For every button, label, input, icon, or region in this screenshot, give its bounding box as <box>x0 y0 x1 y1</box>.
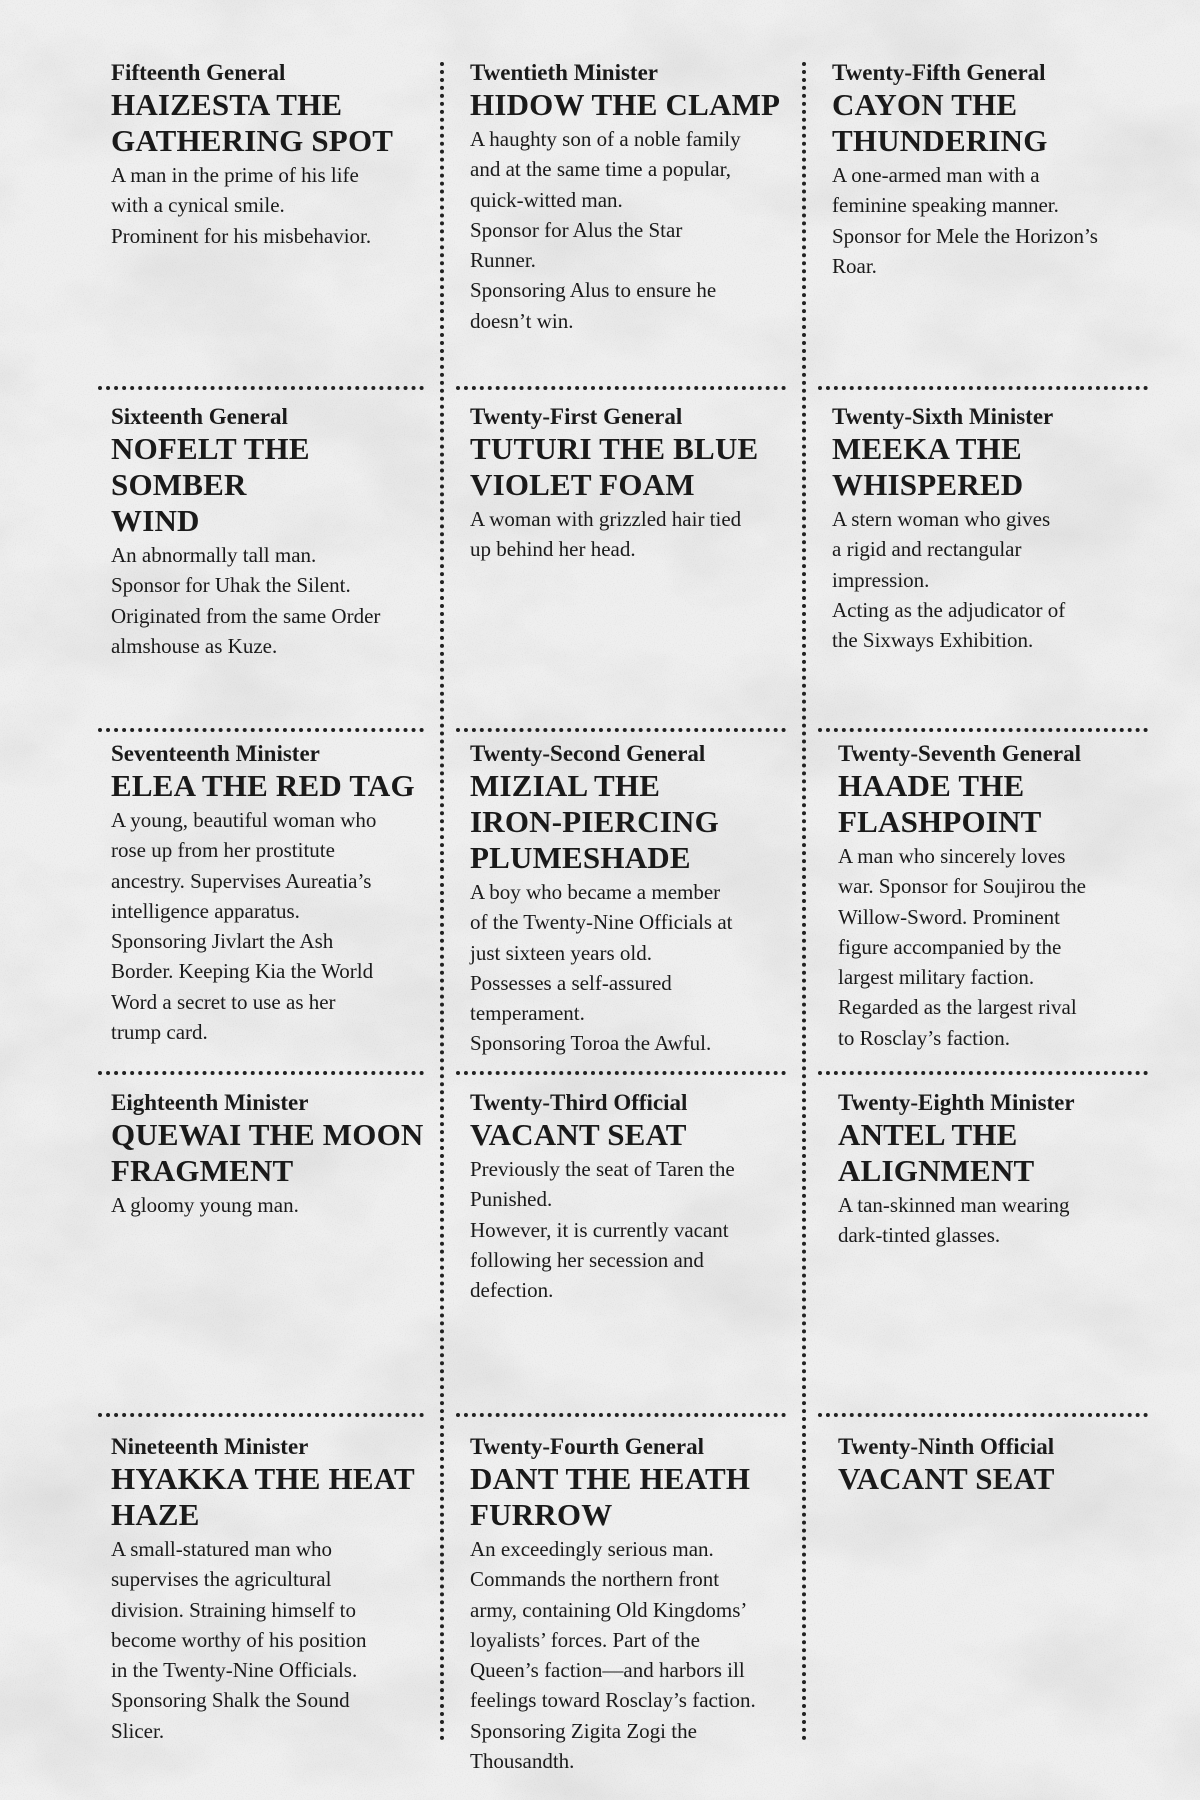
official-name: VACANT SEAT <box>470 1117 687 1152</box>
column-divider-1 <box>440 62 444 1742</box>
official-name: NOFELT THE SOMBER WIND <box>111 431 310 538</box>
official-entry <box>470 60 795 336</box>
official-description: A man who sincerely loves war. Sponsor for Soujirou the Willow-Sword. Prominent figure accompanied by the largest military faction. Regarded as the largest rival to Rosclay’s faction. <box>838 844 1086 1050</box>
official-entry <box>838 1434 1168 1498</box>
row-divider-4 <box>98 1413 424 1417</box>
official-description: A young, beautiful woman who rose up from her prostitute ancestry. Supervises Aureatia’s intelligence apparatus. Sponsoring Jivlart the Ash Border. Keeping Kia the World Word a secret to use as her trump card. <box>111 808 377 1045</box>
official-entry <box>838 1090 1168 1251</box>
official-description: Previously the seat of Taren the Punished. However, it is currently vacant following her secession and defection. <box>470 1157 735 1303</box>
official-rank: Twenty-Ninth Official <box>838 1434 1055 1459</box>
official-rank: Twenty-Seventh General <box>838 741 1081 766</box>
official-name: ANTEL THE ALIGNMENT <box>838 1117 1035 1188</box>
official-entry <box>111 1434 431 1746</box>
official-rank: Twentieth Minister <box>470 60 659 85</box>
row-divider-1 <box>98 386 424 390</box>
official-rank: Twenty-Eighth Minister <box>838 1090 1075 1115</box>
official-entry <box>832 404 1162 655</box>
official-name: ELEA THE RED TAG <box>111 768 415 803</box>
official-rank: Fifteenth General <box>111 60 286 85</box>
official-description: A stern woman who gives a rigid and rectangular impression. Acting as the adjudicator of the Sixways Exhibition. <box>832 507 1066 653</box>
official-rank: Twenty-Fifth General <box>832 60 1046 85</box>
official-name: VACANT SEAT <box>838 1461 1055 1496</box>
row-divider-1 <box>456 386 786 390</box>
row-divider-3 <box>98 1071 424 1075</box>
official-name: DANT THE HEATH FURROW <box>470 1461 751 1532</box>
row-divider-3 <box>818 1071 1148 1075</box>
official-name: MEEKA THE WHISPERED <box>832 431 1024 502</box>
official-name: MIZIAL THE IRON-PIERCING PLUMESHADE <box>470 768 719 875</box>
row-divider-4 <box>818 1413 1148 1417</box>
official-description: A small-statured man who supervises the agricultural division. Straining himself to become worthy of his position in the Twenty-Nine Officials. Sponsoring Shalk the Sound Slicer. <box>111 1537 367 1743</box>
official-description: A one-armed man with a feminine speaking manner. Sponsor for Mele the Horizon’s Roar. <box>832 163 1098 278</box>
official-entry <box>838 741 1168 1053</box>
official-rank: Nineteenth Minister <box>111 1434 309 1459</box>
official-rank: Twenty-Third Official <box>470 1090 688 1115</box>
official-rank: Twenty-Sixth Minister <box>832 404 1054 429</box>
official-description: A woman with grizzled hair tied up behind her head. <box>470 507 742 562</box>
official-entry <box>470 1434 795 1776</box>
official-entry <box>470 404 795 565</box>
row-divider-1 <box>818 386 1148 390</box>
official-rank: Seventeenth Minister <box>111 741 320 766</box>
official-description: An exceedingly serious man. Commands the northern front army, containing Old Kingdoms’ loyalists’ forces. Part of the Queen’s faction—and harbors ill feelings toward Rosclay’s faction. Sponsoring Zigita Zogi the Thousandth. <box>470 1537 756 1774</box>
official-entry <box>832 60 1162 281</box>
row-divider-2 <box>98 728 424 732</box>
official-name: HAIZESTA THE GATHERING SPOT <box>111 87 394 158</box>
official-rank: Twenty-Second General <box>470 741 706 766</box>
official-name: TUTURI THE BLUE VIOLET FOAM <box>470 431 759 502</box>
official-name: HAADE THE FLASHPOINT <box>838 768 1042 839</box>
official-rank: Twenty-First General <box>470 404 683 429</box>
official-rank: Twenty-Fourth General <box>470 1434 705 1459</box>
official-rank: Eighteenth Minister <box>111 1090 309 1115</box>
official-entry <box>111 1090 431 1220</box>
official-description: An abnormally tall man. Sponsor for Uhak the Silent. Originated from the same Order almshouse as Kuze. <box>111 543 381 658</box>
official-description: A gloomy young man. <box>111 1193 299 1217</box>
official-description: A tan-skinned man wearing dark-tinted glasses. <box>838 1193 1070 1248</box>
official-description: A haughty son of a noble family and at the same time a popular, quick-witted man. Sponsor for Alus the Star Runner. Sponsoring Alus to ensure he doesn’t win. <box>470 127 741 333</box>
official-description: A man in the prime of his life with a cynical smile. Prominent for his misbehavior. <box>111 163 372 248</box>
official-entry <box>470 1090 795 1305</box>
row-divider-3 <box>456 1071 786 1075</box>
official-entry <box>111 60 431 251</box>
official-rank: Sixteenth General <box>111 404 288 429</box>
official-name: CAYON THE THUNDERING <box>832 87 1048 158</box>
official-name: HIDOW THE CLAMP <box>470 87 781 122</box>
row-divider-2 <box>456 728 786 732</box>
official-entry <box>111 741 431 1047</box>
official-entry <box>470 741 795 1059</box>
official-name: QUEWAI THE MOON FRAGMENT <box>111 1117 424 1188</box>
official-description: A boy who became a member of the Twenty-Nine Officials at just sixteen years old. Possesses a self-assured temperament. Sponsoring Toroa the Awful. <box>470 880 733 1056</box>
row-divider-2 <box>818 728 1148 732</box>
official-entry <box>111 404 431 661</box>
column-divider-2 <box>802 62 806 1742</box>
row-divider-4 <box>456 1413 786 1417</box>
official-name: HYAKKA THE HEAT HAZE <box>111 1461 415 1532</box>
